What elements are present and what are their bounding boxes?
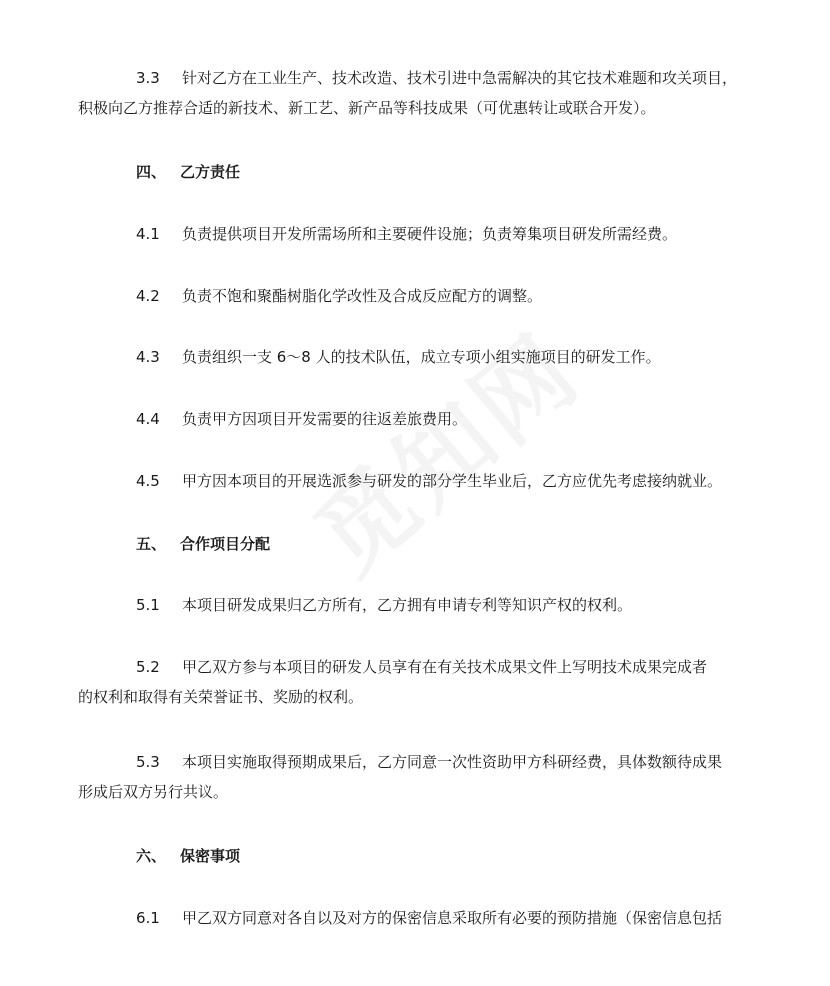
section-heading-4 xyxy=(136,157,240,187)
clause-number: 4.2 xyxy=(136,287,160,305)
section-number: 五、 xyxy=(136,535,167,553)
clause-text: 本项目研发成果归乙方所有，乙方拥有申请专利等知识产权的权利。 xyxy=(182,596,633,614)
clause-number: 6.1 xyxy=(136,909,160,927)
section-number: 四、 xyxy=(136,163,167,181)
clause-text: 负责组织一支 6～8 人的技术队伍，成立专项小组实施项目的研发工作。 xyxy=(182,348,661,366)
clause-text: 本项目实施取得预期成果后，乙方同意一次性资助甲方科研经费，具体数额待成果 xyxy=(182,753,723,771)
clause-4-2 xyxy=(78,281,750,311)
clause-text: 甲乙双方参与本项目的研发人员享有在有关技术成果文件上写明技术成果完成者 xyxy=(182,658,708,676)
section-title: 合作项目分配 xyxy=(180,535,271,553)
clause-number: 5.3 xyxy=(136,753,160,771)
clause-text: 负责提供项目开发所需场所和主要硬件设施；负责筹集项目研发所需经费。 xyxy=(182,225,678,243)
clause-text-continued: 的权利和取得有关荣誉证书、奖励的权利。 xyxy=(78,688,364,706)
clause-text: 甲乙双方同意对各自以及对方的保密信息采取所有必要的预防措施（保密信息包括 xyxy=(182,909,723,927)
clause-4-4 xyxy=(78,404,750,434)
section-number: 六、 xyxy=(136,847,167,865)
clause-number: 4.4 xyxy=(136,410,160,428)
clause-5-2 xyxy=(78,652,750,712)
clause-5-1 xyxy=(78,590,750,620)
clause-6-1 xyxy=(78,903,750,933)
section-title: 乙方责任 xyxy=(180,163,241,181)
clause-3-3 xyxy=(78,63,750,123)
clause-text: 甲方因本项目的开展选派参与研发的部分学生毕业后，乙方应优先考虑接纳就业。 xyxy=(182,472,723,490)
clause-number: 5.2 xyxy=(136,658,160,676)
clause-number: 4.3 xyxy=(136,348,160,366)
clause-text-continued: 形成后双方另行共议。 xyxy=(78,783,229,801)
clause-text-continued: 积极向乙方推荐合适的新技术、新工艺、新产品等科技成果（可优惠转让或联合开发）。 xyxy=(78,99,656,117)
clause-number: 5.1 xyxy=(136,596,160,614)
clause-text: 负责甲方因项目开发需要的往返差旅费用。 xyxy=(182,410,468,428)
clause-number: 3.3 xyxy=(136,69,160,87)
clause-number: 4.1 xyxy=(136,225,160,243)
clause-5-3 xyxy=(78,747,750,807)
clause-4-5 xyxy=(78,466,750,496)
clause-4-1 xyxy=(78,219,750,249)
clause-4-3 xyxy=(78,342,750,372)
section-title: 保密事项 xyxy=(180,847,241,865)
clause-text: 负责不饱和聚酯树脂化学改性及合成反应配方的调整。 xyxy=(182,287,543,305)
section-heading-6 xyxy=(136,841,240,871)
clause-number: 4.5 xyxy=(136,472,160,490)
section-heading-5 xyxy=(136,529,270,559)
clause-text: 针对乙方在工业生产、技术改造、技术引进中急需解决的其它技术难题和攻关项目， xyxy=(182,69,738,87)
